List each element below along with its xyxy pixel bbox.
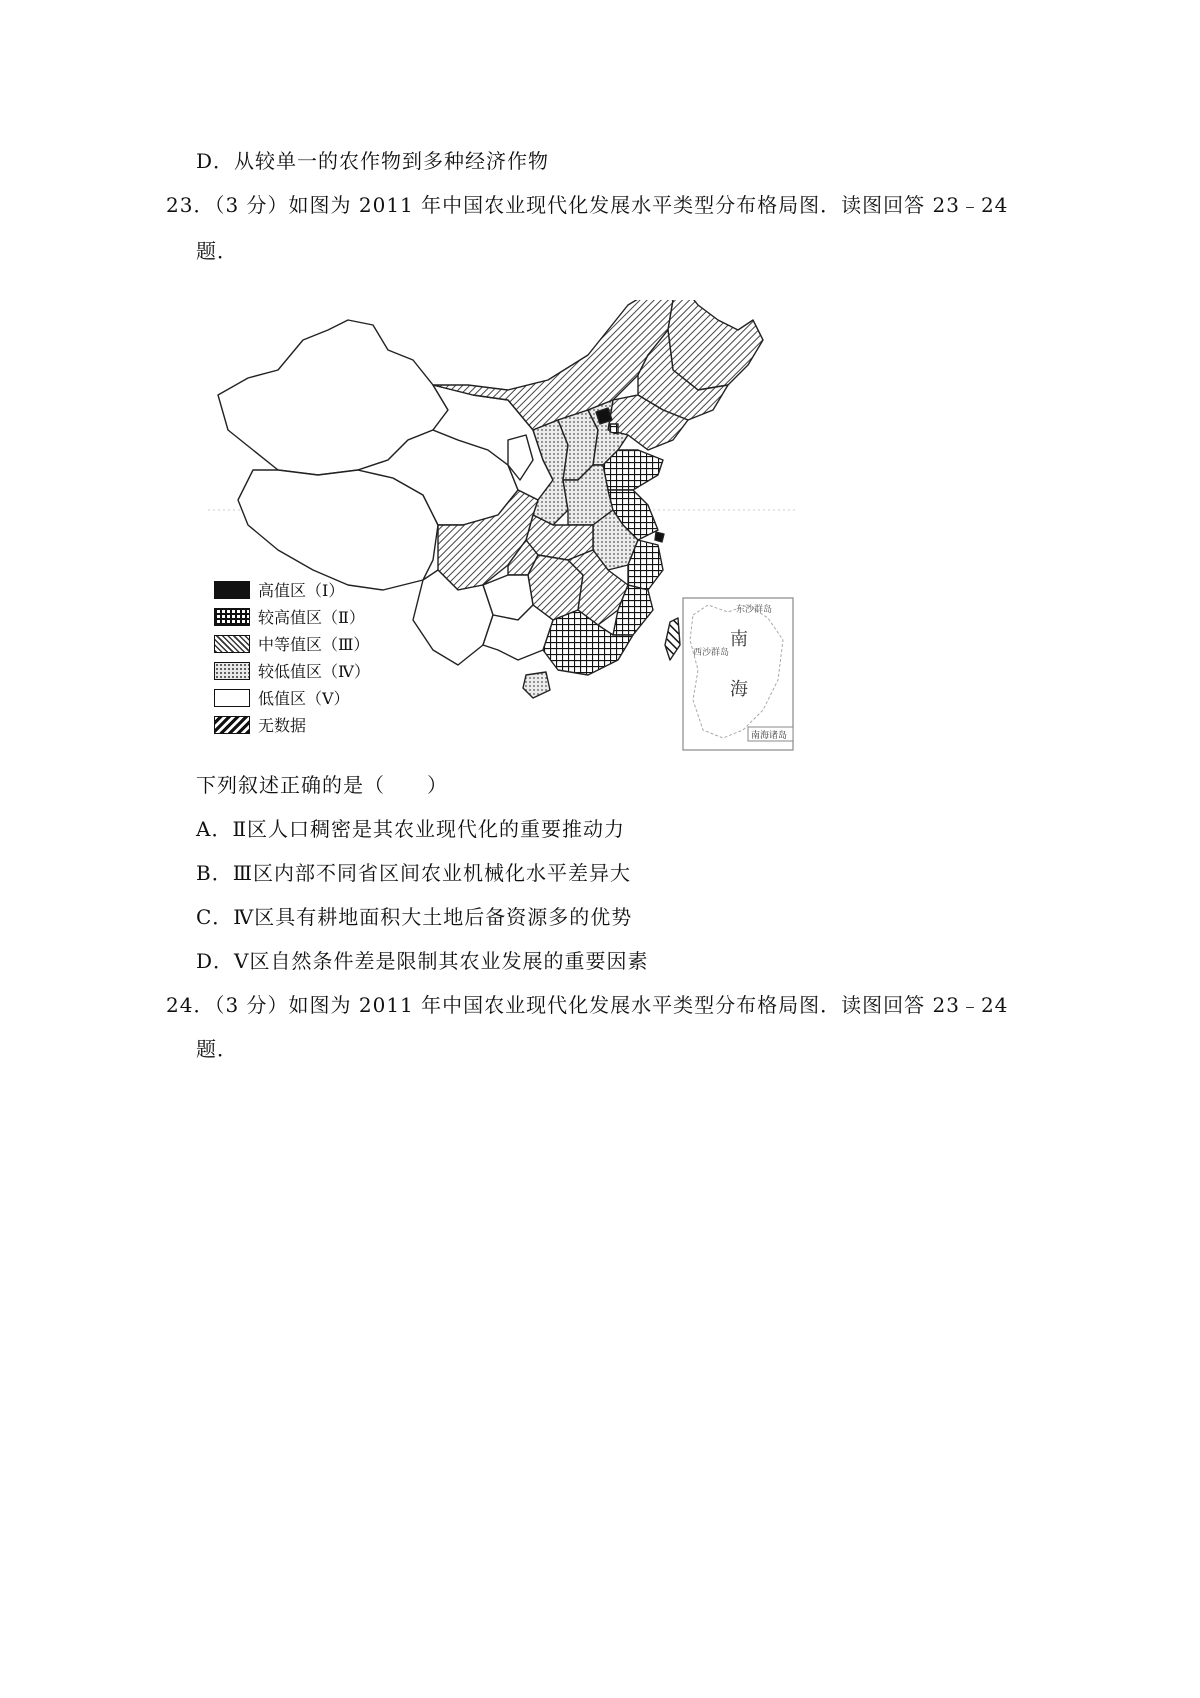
south-china-sea-inset [683,598,793,750]
q23-stem-line1: 23．（3 分）如图为 2011 年中国农业现代化发展水平类型分布格局图．读图回答 23﹣24 [166,193,1009,217]
legend-label-medium: 中等值区（Ⅲ） [258,635,370,654]
legend-label-high: 高值区（Ⅰ） [258,581,345,600]
province-tibet [238,470,438,590]
q23-option-c: C．Ⅳ区具有耕地面积大土地后备资源多的优势 [196,905,633,929]
legend-label-low: 低值区（Ⅴ） [258,689,350,708]
province-shanghai [655,532,664,542]
province-hainan [523,672,550,698]
q23-option-d: D．Ⅴ区自然条件差是限制其农业发展的重要因素 [196,949,649,973]
province-tianjin [610,424,618,434]
province-taiwan [665,618,680,660]
q23-option-b: B．Ⅲ区内部不同省区间农业机械化水平差异大 [196,861,631,885]
q23-prompt: 下列叙述正确的是（ ） [196,773,448,797]
inset-sea-label-2: 海 [730,679,748,700]
legend-label-mid-high: 较高值区（Ⅱ） [258,608,365,627]
legend-swatch-medium [214,635,250,653]
q24-stem-line2: 题． [196,1037,238,1061]
q23-stem-line2: 题． [196,239,238,263]
inset-label-xisha: 西沙群岛 [693,648,730,658]
legend-mid-low [214,659,370,682]
legend-swatch-high [214,581,250,599]
legend-low [214,686,350,709]
legend-no-data [214,713,306,736]
inset-label-dongsha: 东沙群岛 [736,605,773,615]
legend-label-no-data: 无数据 [258,716,307,735]
china-agriculture-map [208,300,868,820]
legend-label-mid-low: 较低值区（Ⅳ） [258,662,370,681]
legend-swatch-low [214,689,250,707]
prev-option-d: D．从较单一的农作物到多种经济作物 [196,149,550,173]
legend-swatch-mid-high [214,608,250,626]
legend-medium [214,632,369,655]
legend-mid-high [214,605,365,628]
legend-swatch-no-data [214,716,250,734]
legend-high [214,578,344,601]
legend-swatch-mid-low [214,662,250,680]
province-shandong [603,450,663,490]
q24-stem-line1: 24．（3 分）如图为 2011 年中国农业现代化发展水平类型分布格局图．读图回答 23﹣24 [166,993,1009,1017]
inset-sea-label-1: 南 [730,629,748,650]
inset-label-nanhai: 南海诸岛 [751,731,788,741]
q23-option-a: A．Ⅱ区人口稠密是其农业现代化的重要推动力 [196,817,626,841]
